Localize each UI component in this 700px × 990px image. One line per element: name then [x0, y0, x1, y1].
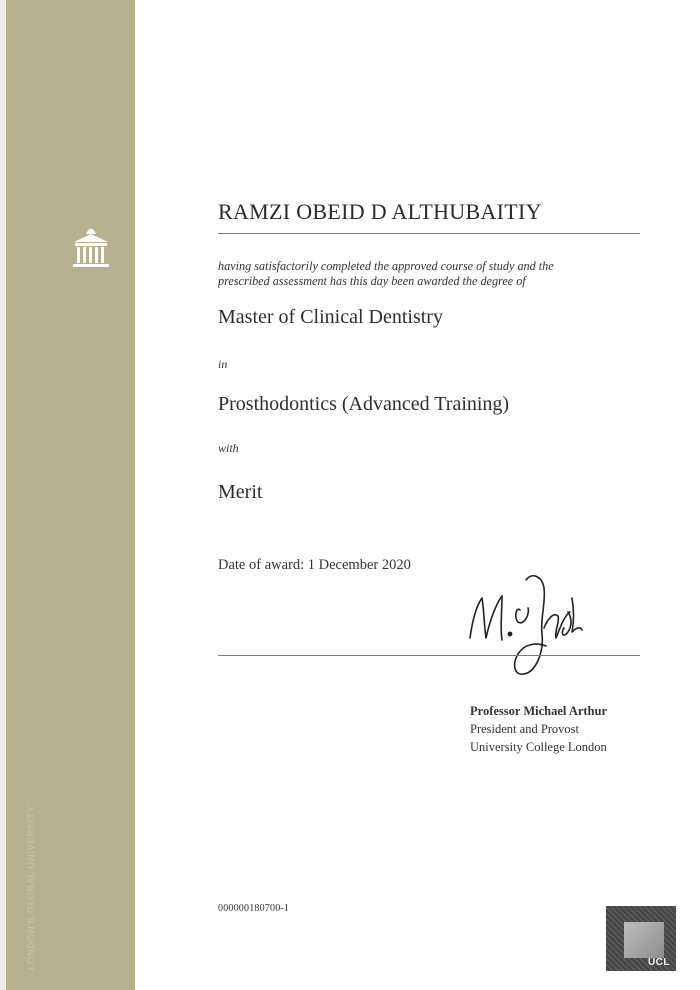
portico-icon — [73, 229, 109, 268]
signatory-institution: University College London — [470, 740, 607, 754]
signature-line — [218, 655, 640, 656]
serial-number: 000000180700-1 — [218, 903, 290, 914]
recipient-name: RAMZI OBEID D ALTHUBAITIY — [218, 199, 542, 224]
degree-title: Master of Clinical Dentistry — [218, 306, 443, 328]
seal-hologram-patch — [624, 922, 664, 958]
award-date: Date of award: 1 December 2020 — [218, 557, 411, 573]
hologram-seal — [606, 906, 676, 971]
band-tagline: LONDON'S GLOBAL UNIVERSITY — [26, 805, 37, 970]
signatory-block — [470, 702, 670, 756]
ucl-logo-text: UCL — [122, 42, 211, 198]
statement-line-2: prescribed assessment has this day been awarded the degree of — [218, 274, 526, 288]
signature-image — [460, 568, 590, 688]
signatory-name: Professor Michael Arthur — [470, 704, 608, 718]
award-statement — [218, 259, 638, 289]
statement-line-1: having satisfactorily completed the approved course of study and the — [218, 259, 554, 273]
ucl-logo — [6, 40, 211, 280]
ucl-side-band — [6, 0, 211, 990]
connector-with: with — [218, 441, 239, 455]
subject-title: Prosthodontics (Advanced Training) — [218, 393, 510, 415]
connector-in: in — [218, 357, 228, 371]
name-underline — [218, 233, 640, 234]
seal-text: UCL — [647, 957, 670, 968]
classification: Merit — [218, 481, 263, 503]
signatory-title: President and Provost — [470, 722, 580, 736]
